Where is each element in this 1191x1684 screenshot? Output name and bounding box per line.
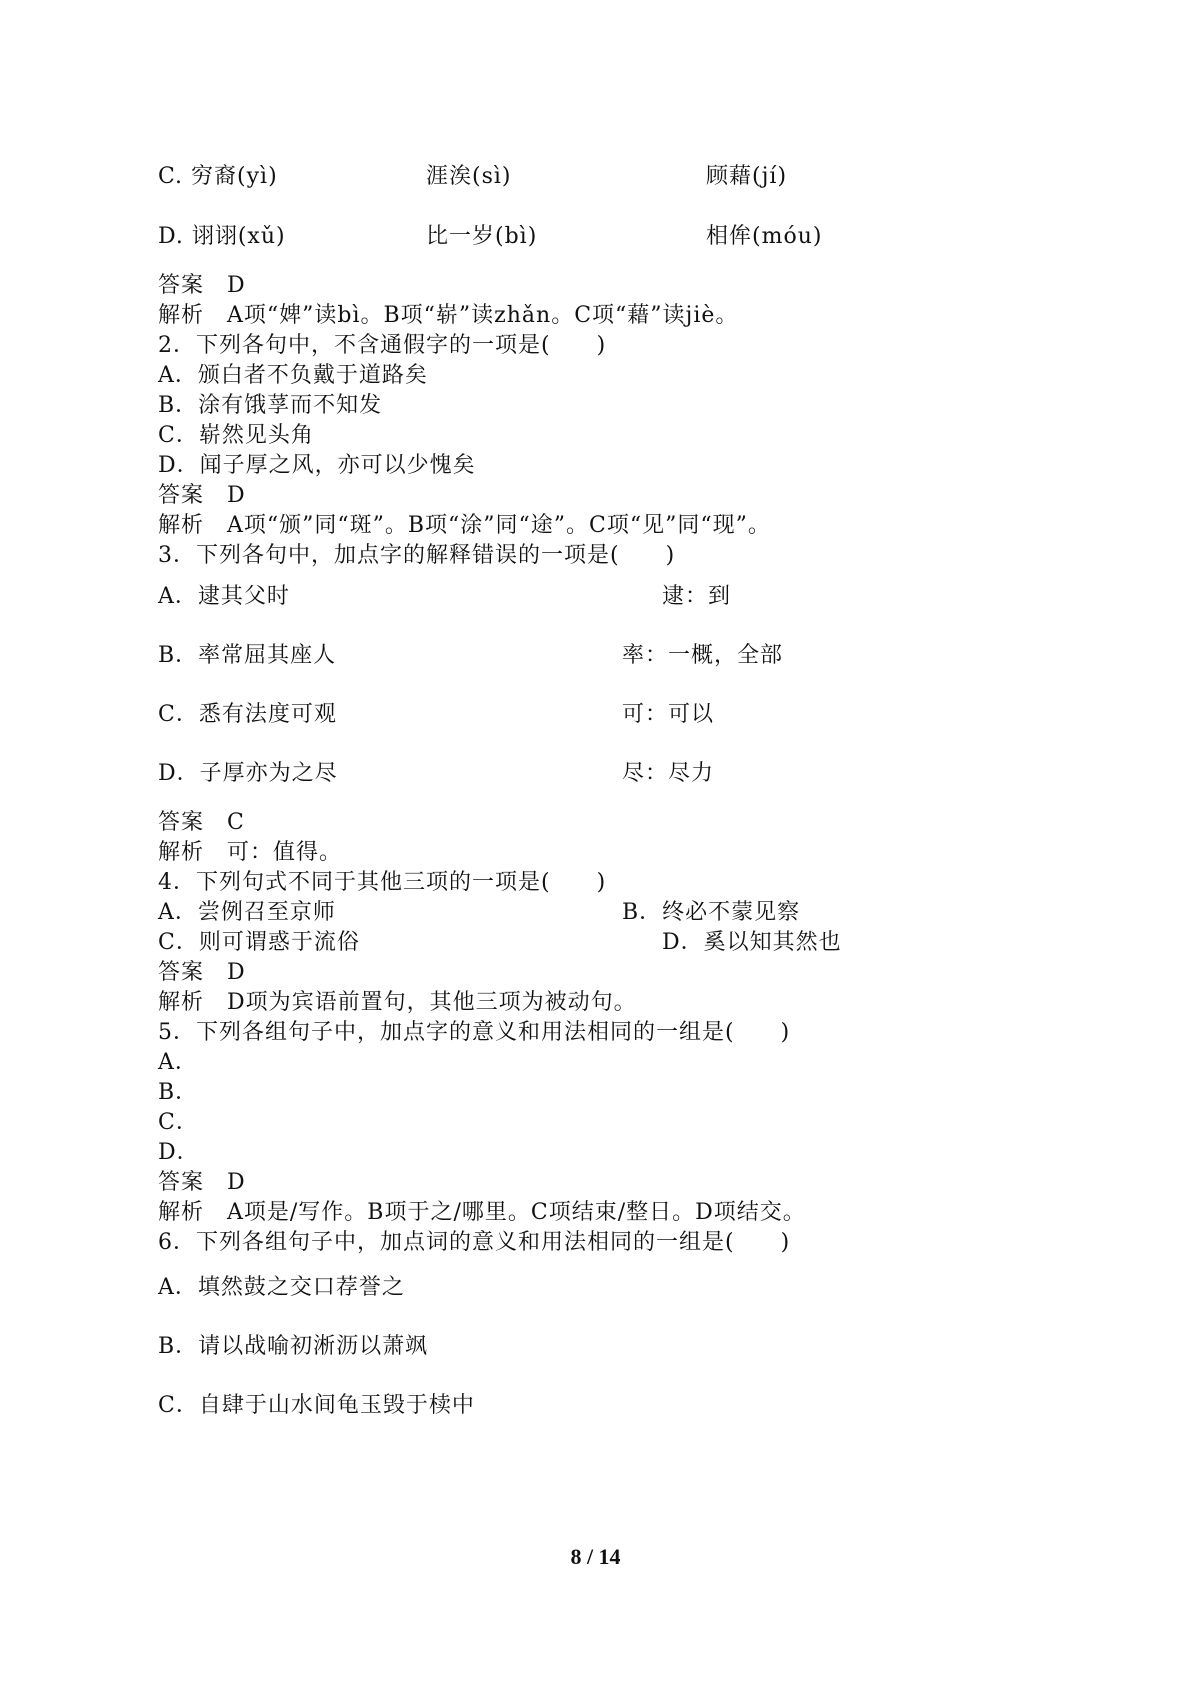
q3-option-c-gloss: 可：可以 (622, 702, 715, 727)
q4-option-a: A．尝例召至京师 (158, 900, 336, 925)
q5-option-b: B． (158, 1080, 199, 1105)
q6-stem: 6．下列各组句子中，加点词的意义和用法相同的一组是( ) (158, 1230, 791, 1255)
q5-answer: 答案 D (158, 1170, 246, 1195)
q2-option-b: B．涂有饿莩而不知发 (158, 393, 383, 418)
q5-stem: 5．下列各组句子中，加点字的意义和用法相同的一组是( ) (158, 1020, 791, 1045)
q5-option-c: C． (158, 1110, 199, 1135)
q6-option-c: C．自肆于山水间龟玉毁于椟中 (158, 1393, 475, 1418)
q3-stem: 3．下列各句中，加点字的解释错误的一项是( ) (158, 543, 676, 568)
q4-option-d: D．奚以知其然也 (662, 930, 842, 955)
q6-option-a: A．填然鼓之交口荐誉之 (158, 1275, 405, 1300)
q1-option-c-a: C. 穷裔(yì) (158, 164, 278, 189)
q3-option-b: B．率常屈其座人 (158, 643, 337, 668)
q3-option-d-gloss: 尽：尽力 (622, 761, 715, 786)
q3-answer: 答案 C (158, 810, 245, 835)
q2-option-c: C．崭然见头角 (158, 423, 314, 448)
q6-option-b: B．请以战喻初淅沥以萧飒 (158, 1334, 429, 1359)
q3-option-b-gloss: 率：一概，全部 (622, 643, 784, 668)
page-number: 8 / 14 (570, 1544, 621, 1569)
q3-option-a-gloss: 逮：到 (662, 584, 732, 609)
q2-stem: 2．下列各句中，不含通假字的一项是( ) (158, 333, 607, 358)
q3-option-c: C．悉有法度可观 (158, 702, 337, 727)
q1-analysis: 解析 A项“婢”读bì。B项“崭”读zhǎn。C项“藉”读jiè。 (158, 303, 739, 328)
q1-answer: 答案 D (158, 273, 246, 298)
q4-option-c: C．则可谓惑于流俗 (158, 930, 360, 955)
q1-option-c-b: 涯涘(sì) (426, 164, 512, 189)
q5-analysis: 解析 A项是/写作。B项于之/哪里。C项结束/整日。D项结交。 (158, 1200, 806, 1225)
q5-option-a: A． (158, 1050, 198, 1075)
q2-answer: 答案 D (158, 483, 246, 508)
q3-option-a: A．逮其父时 (158, 584, 290, 609)
q4-analysis: 解析 D项为宾语前置句，其他三项为被动句。 (158, 990, 637, 1015)
q3-analysis: 解析 可：值得。 (158, 840, 343, 865)
q1-option-d-a: D. 诩诩(xǔ) (158, 224, 286, 249)
q3-option-d: D．子厚亦为之尽 (158, 761, 338, 786)
q2-option-a: A．颁白者不负戴于道路矣 (158, 363, 428, 388)
q1-option-c-c: 顾藉(jí) (706, 164, 788, 189)
q4-answer: 答案 D (158, 960, 246, 985)
q4-option-b: B．终必不蒙见察 (622, 900, 801, 925)
q4-stem: 4．下列句式不同于其他三项的一项是( ) (158, 870, 607, 895)
q1-option-d-c: 相侔(móu) (706, 224, 823, 249)
q2-option-d: D．闻子厚之风，亦可以少愧矣 (158, 453, 476, 478)
q5-option-d: D． (158, 1140, 200, 1165)
q1-option-d-b: 比一岁(bì) (426, 224, 538, 249)
q2-analysis: 解析 A项“颁”同“斑”。B项“涂”同“途”。C项“见”同“现”。 (158, 513, 771, 538)
